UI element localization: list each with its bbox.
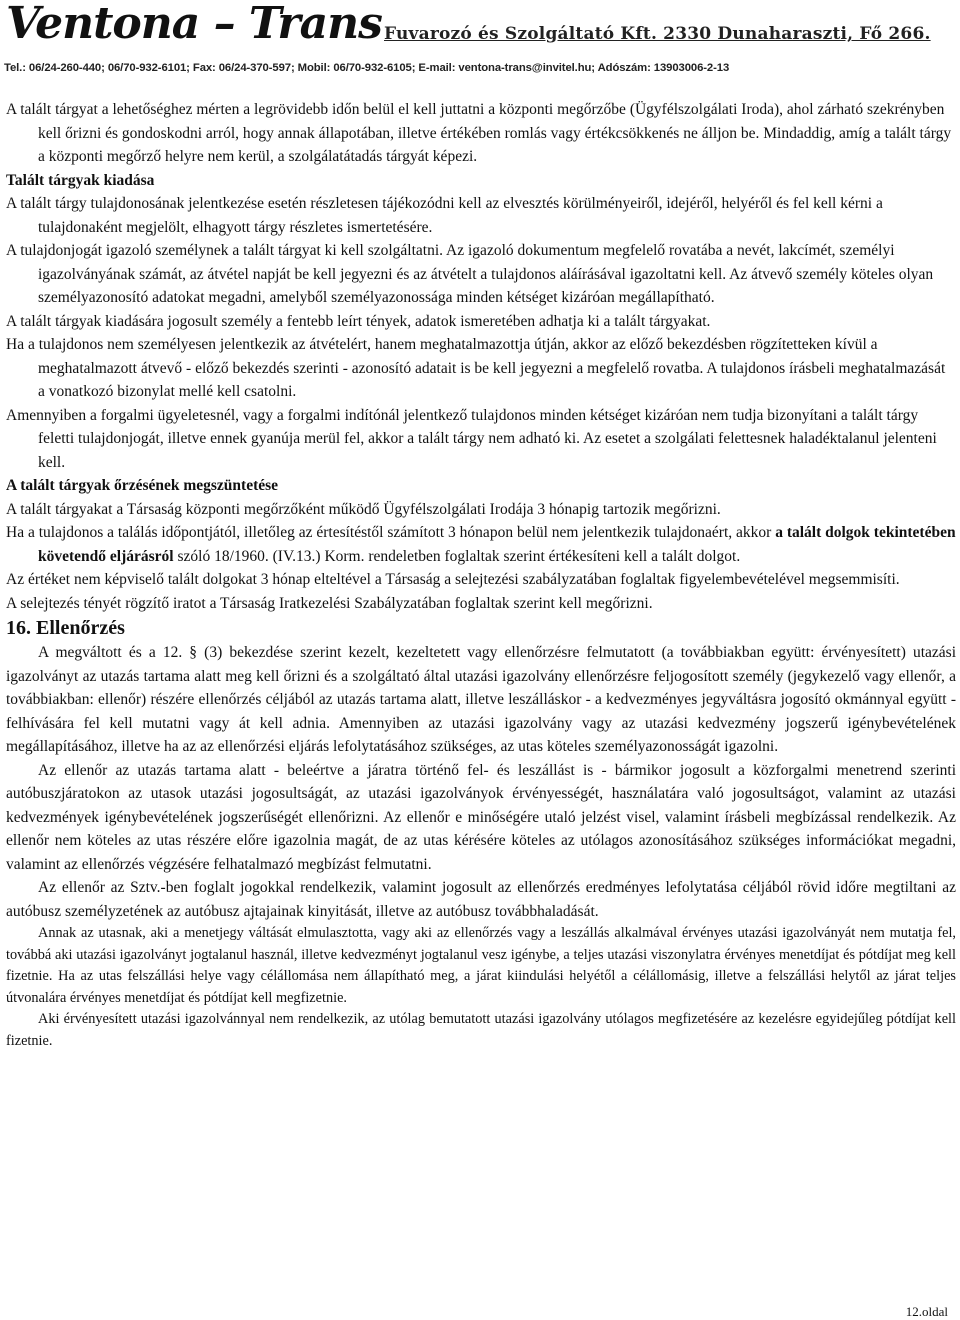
decree-title: a talált dolgok tekintetében követendő eljárásról [38,524,956,565]
paragraph-authorized-release: A talált tárgyak kiadására jogosult személy a fentebb leírt tények, adatok ismeretében adhatja ki a talált tárgyakat. [6,312,711,330]
paragraph-owner-reporting: A talált tárgy tulajdonosának jelentkezése esetén részletesen tájékozódni kell az elvesztés körülményeiről, idejéről, helyéről és fel kell kérni a tulajdonaként megjelölt, elhagyott tárgy részletes ismertetésére. [6,195,883,236]
heading-storage-termination: A talált tárgyak őrzésének megszüntetése [6,477,279,494]
heading-found-items-release: Talált tárgyak kiadása [6,171,155,189]
paragraph-proxy-pickup: Ha a tulajdonos nem személyesen jelentkezik az átvételért, hanem meghatalmazottja útján, akkor az előző bekezdésben rögzítetteken kívül a meghatalmazott átvevő - előző bekezdés szerinti - azonosító adatait is be kell jegyezni a megfelelő rovatba. A tulajdonos írásbeli meghatalmazását a vonatkozó bizonylat mellé kell csatolni. [6,336,946,400]
sale-text-end: szóló 18/1960. (IV.13.) Korm. rendeletben foglaltak szerint értékesíteni kell a talált dolgot. [173,547,741,565]
paragraph-sale-after-period [6,521,956,568]
sale-text-start: Ha a tulajdonos a találás időpontjától, illetőleg az értesítéstől számított 3 hónapon belül nem jelentkezik tulajdonaért, akkor [6,524,776,541]
paragraph-inspector-powers: Az ellenőr az Sztv.-ben foglalt jogokkal rendelkezik, valamint jogosult az ellenőrzés eredményes lefolytatása céljából rövid időre megtiltani az autóbusz személyzetének az autóbusz ajtajainak kinyitását, illetve az autóbusz továbbhaladását. [6,879,956,920]
paragraph-disposal: Az értéket nem képviselő talált dolgokat 3 hónap elteltével a Társaság a selejtezési szabályzatában foglaltak figyelembevételével megsemmisíti. [6,571,900,588]
brand-logo: Ventona – Trans [6,0,382,49]
paragraph-ticket-validity: A megváltott és a 12. § (3) bekezdése szerint kezelt, kezeltetett vagy ellenőrzésre felmutatott (a továbbiakban együtt: érvényesített) utazási igazolványt az utazás tartama alatt meg kell őrizni és a szolgáltató által utazási igazolvány ellenőrzésre feljogosított személy (jegykezelő vagy ellenőr, a továbbiakban: ellenőr) részére ellenőrzés céljából az utazás tartama alatt, illetve leszálláskor - a kedvezményes jegyváltásra jogosító okmánnyal együtt - felhívására fel kell mutatni vagy át kell adnia. Amennyiben az utazási igazolvány vagy az utazási kedvezmény jogszerű igénybevételének megállapításához, illetve ha az az ellenőrzési eljárás lefolytatásához szükséges, az utas köteles személyazonosságát igazolni. [6,644,956,755]
contact-line: Tel.: 06/24-260-440; 06/70-932-6101; Fax: 06/24-370-597; Mobil: 06/70-932-6105; E-mail: ventona-trans@invitel.hu; Adószám: 13903006-2-13 [4,62,730,74]
document-body [6,98,956,1052]
paragraph-ownership-proof: A tulajdonjogát igazoló személynek a talált tárgyat ki kell szolgáltatni. Az igazoló dokumentum megfelelő rovatába a nevét, lakcímét, személyi igazolványának számát, az átvétel napját be kell jegyezni és az átvételt a tulajdonos aláírásával igazoltatni kell. Az átvevő személy köteles olyan személyazonosító adatokat megadni, amelyből személyazonossága minden kétséget kizáróan megállapítható. [6,242,934,306]
paragraph-surcharge: Aki érvényesített utazási igazolvánnyal nem rendelkezik, az utólag bemutatott utazási igazolvány utólagos megfizetésére az kezelésre egyidejűleg pótdíjat kell fizetnie. [6,1011,956,1049]
paragraph-fare-evasion: Annak az utasnak, aki a menetjegy váltását elmulasztotta, vagy aki az ellenőrzés vagy a leszállás alkalmával érvényes utazási igazolványát nem mutatja fel, továbbá aki utazási igazolványt jogtalanul használ, illetve kedvezményt jogtalanul vesz igénybe, a teljes utazási viszonylatra érvényes menetdíjat és pótdíjat meg kell fizetnie. Ha az utas felszállási helye vagy célállomása nem állapítható meg, a járat kiindulási helyétől a célállomásig, illetve a felszállási helytől az járat teljes útvonalára érvényes menetdíjat és pótdíjat kell megfizetnie. [6,925,956,1006]
company-address: Fuvarozó és Szolgáltató Kft. 2330 Dunaharaszti, Fő 266. [384,24,931,44]
paragraph-found-items-storage: A talált tárgyat a lehetőséghez mérten a legrövidebb időn belül el kell juttatni a központi megőrzőbe (Ügyfélszolgálati Iroda), ahol zárható szekrényben kell őrizni és gondoskodni arról, hogy annak állapotában, illetve értékében romlás vagy értékcsökkenés ne álljon be. Mindaddig, amíg a talált tárgy a központi megőrző helyre nem kerül, a szolgálatátadás tárgyát képezi. [6,101,952,165]
paragraph-storage-period: A talált tárgyakat a Társaság központi megőrzőként működő Ügyfélszolgálati Irodája 3 hónapig tartozik megőrizni. [6,500,721,518]
paragraph-disputed-ownership: Amennyiben a forgalmi ügyeletesnél, vagy a forgalmi indítónál jelentkező tulajdonos minden kétséget kizáróan nem tudja bizonyítani a talált tárgy feletti tulajdonjogát, illetve ennek gyanúja merül fel, akkor a talált tárgy nem adható ki. Az esetet a szolgálati felettesnek haladéktalanul jelenteni kell. [6,406,937,471]
section-heading-inspection: 16. Ellenőrzés [6,617,125,639]
paragraph-inspector-rights: Az ellenőr az utazás tartama alatt - beleértve a járatra történő fel- és leszállást is - bármikor jogosult a közforgalmi menetrend szerinti autóbuszjáratokon az utasok utazási jogosultságát, az utazási igazolványok érvényességét, használatára való jogosultságot, valamint az utazási kedvezmények igénybevételének jogszerűségét ellenőrizni. Az ellenőr e minőségére utaló jelzést visel, valamint írásbeli megbízással rendelkezik. Az ellenőr nem köteles az utas részére előre igazolnia magát, de az utas kérésére köteles az utólagos azonosításához szükséges információkat megadni, valamint az ellenőrzés végzésére felhatalmazó megbízást felmutatni. [6,761,956,873]
letterhead [4,0,956,86]
paragraph-disposal-record: A selejtezés tényét rögzítő iratot a Társaság Iratkezelési Szabályzatában foglaltak szerint kell megőrizni. [6,594,653,612]
page-number: 12.oldal [905,1304,948,1319]
